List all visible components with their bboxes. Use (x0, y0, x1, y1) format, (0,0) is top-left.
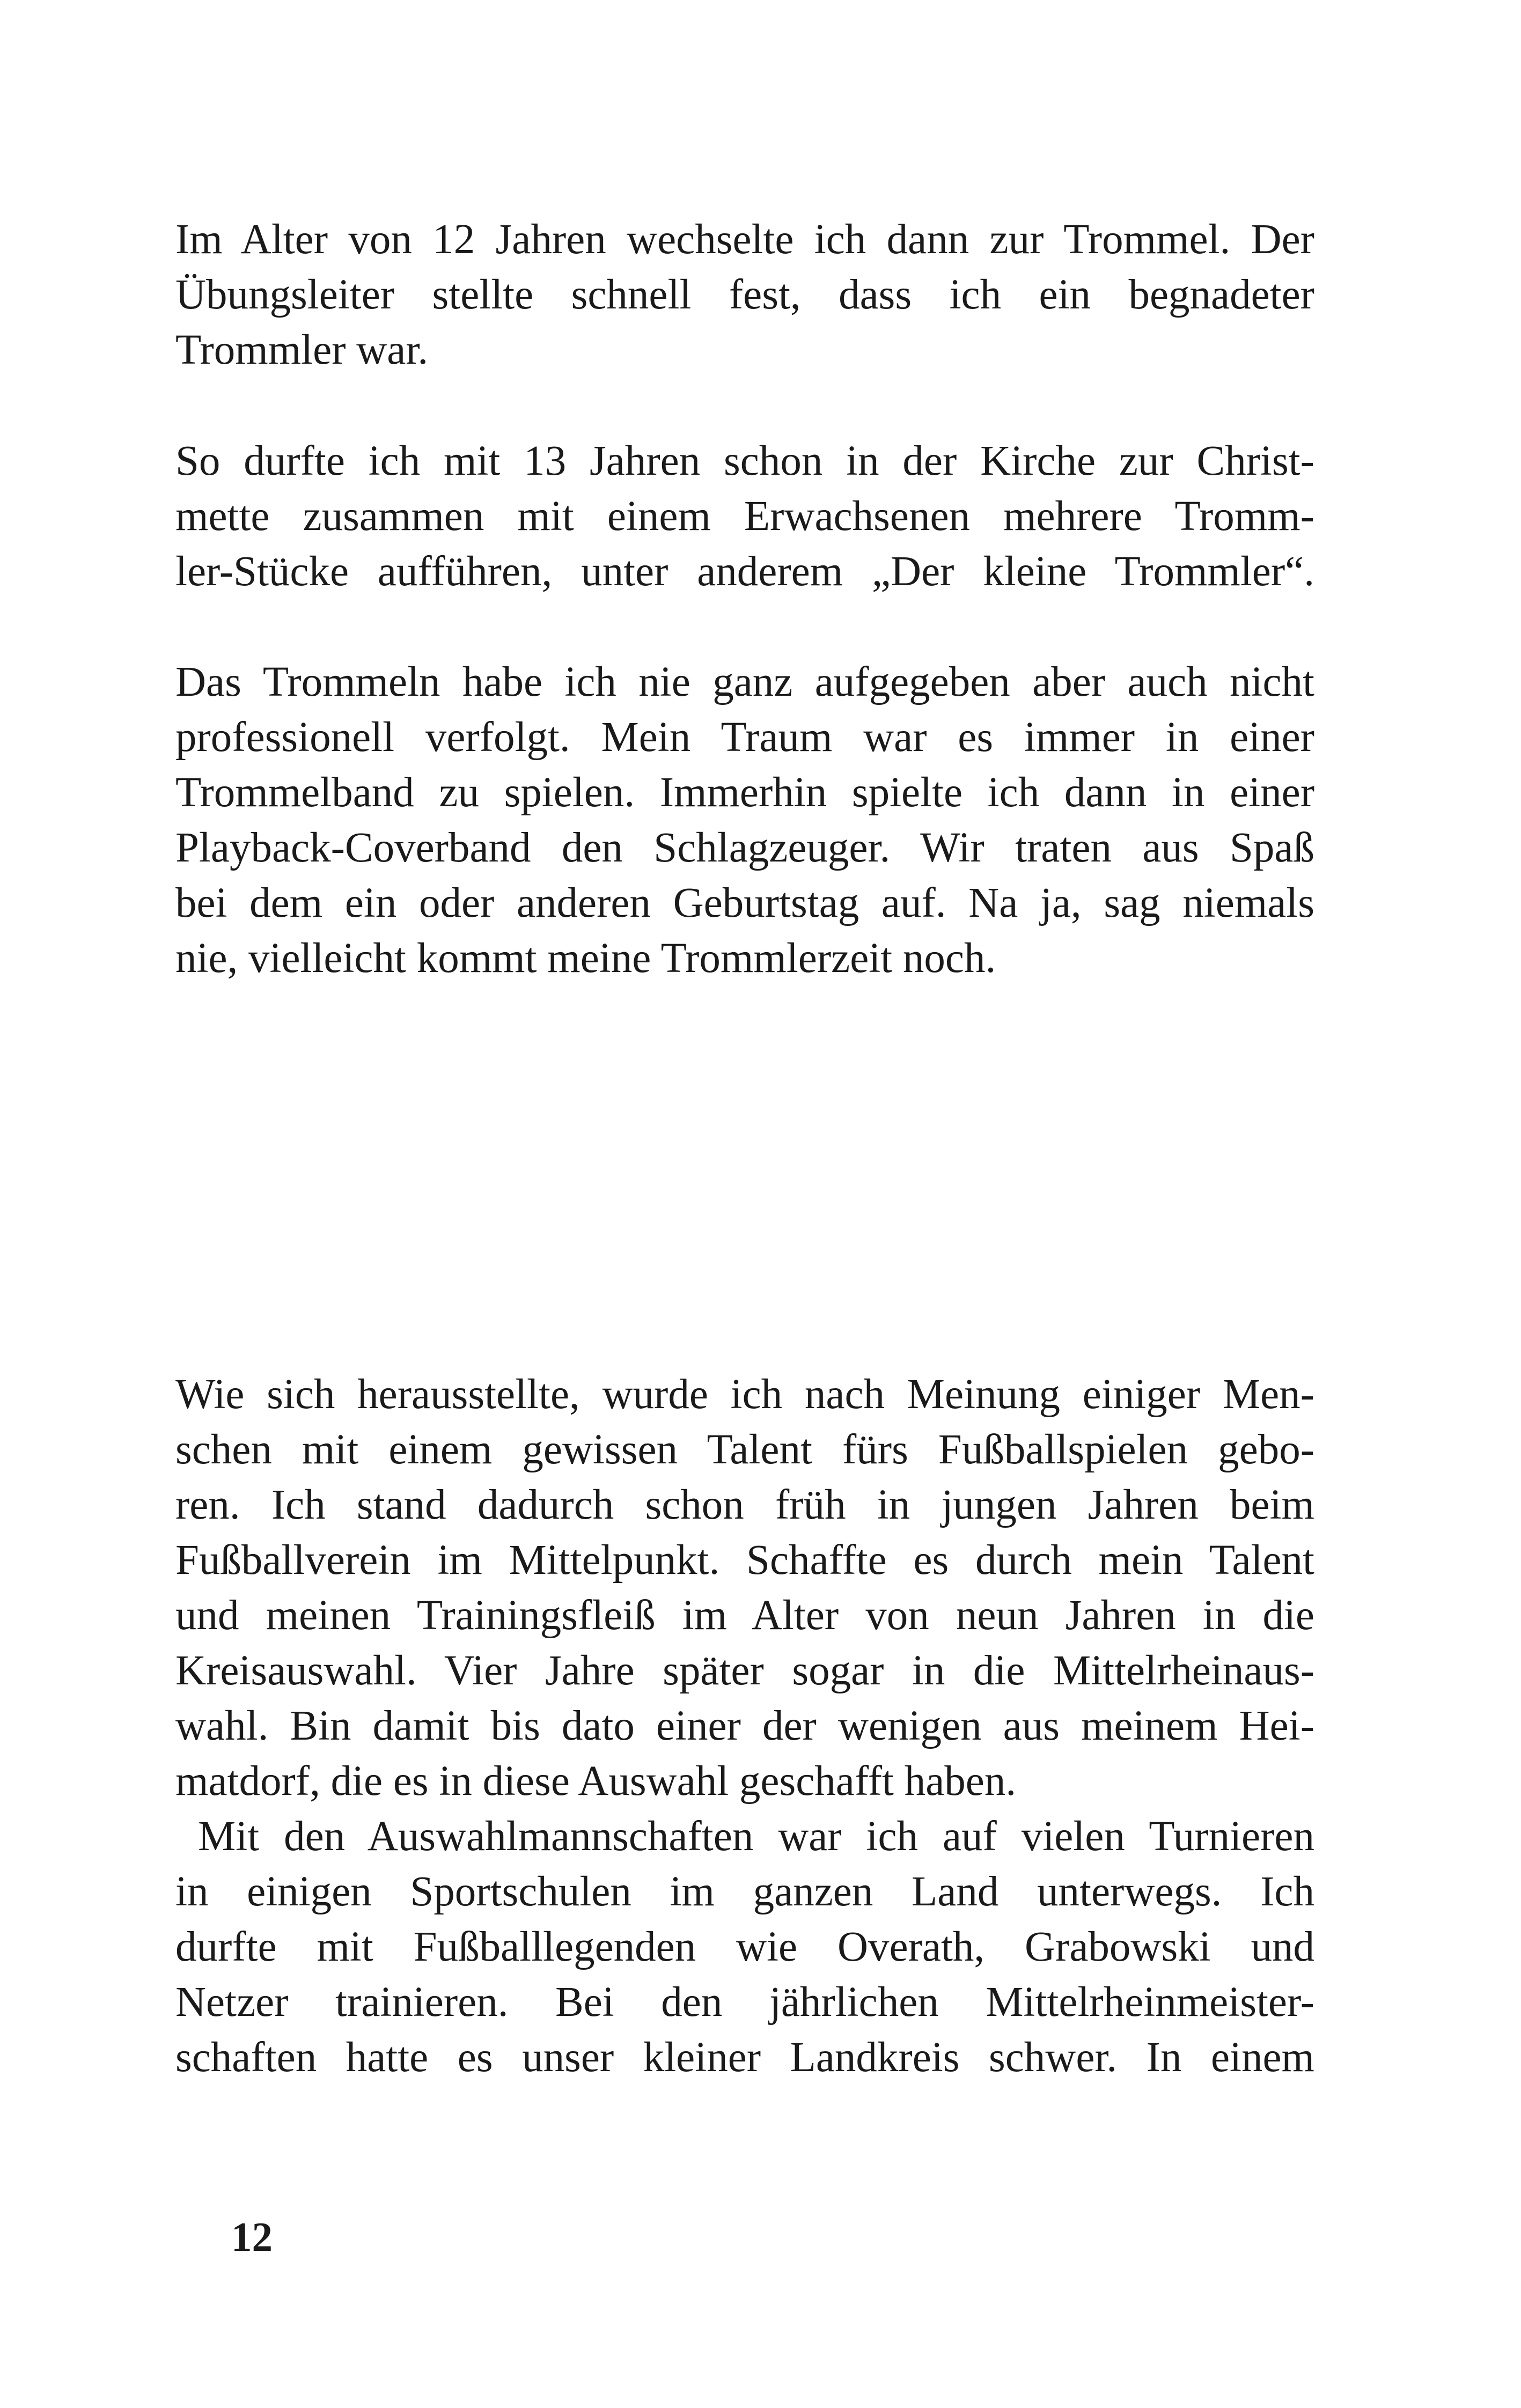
text-line: und meinen Trainingsfleiß im Alter von neun Jahren in die (175, 1592, 1314, 1639)
text-line: Playback-Coverband den Schlagzeuger. Wir traten aus Spaß (175, 824, 1314, 871)
text-line: mette zusammen mit einem Erwachsenen mehrere Tromm- (175, 493, 1314, 540)
text-line: Wie sich herausstellte, wurde ich nach Meinung einiger Men- (175, 1371, 1314, 1418)
paragraph-fussball (175, 1367, 1314, 2085)
text-line: Kreisauswahl. Vier Jahre später sogar in die Mittelrheinaus- (175, 1647, 1314, 1694)
text-line: Netzer trainieren. Bei den jährlichen Mittelrheinmeister- (175, 1979, 1314, 2026)
text-line: Übungsleiter stellte schnell fest, dass ich ein begnadeter (175, 271, 1314, 318)
paragraph-trommelband (175, 654, 1314, 986)
text-line: matdorf, die es in diese Auswahl geschafft haben. (175, 1758, 1017, 1805)
text-line: Fußballverein im Mittelpunkt. Schaffte es durch mein Talent (175, 1537, 1314, 1584)
text-line: durfte mit Fußballlegenden wie Overath, Grabowski und (175, 1924, 1314, 1970)
page-number: 12 (231, 2214, 273, 2260)
text-line: Trommler war. (175, 327, 429, 373)
text-line: ren. Ich stand dadurch schon früh in jungen Jahren beim (175, 1482, 1314, 1528)
text-line: professionell verfolgt. Mein Traum war es immer in einer (175, 714, 1314, 761)
text-line: Trommelband zu spielen. Immerhin spielte ich dann in einer (175, 769, 1314, 816)
text-line: in einigen Sportschulen im ganzen Land unterwegs. Ich (175, 1868, 1314, 1915)
text-line: Im Alter von 12 Jahren wechselte ich dann zur Trommel. Der (175, 216, 1314, 263)
text-line: nie, vielleicht kommt meine Trommlerzeit noch. (175, 935, 996, 982)
text-line: schen mit einem gewissen Talent fürs Fußballspielen gebo- (175, 1426, 1314, 1473)
text-line: ler-Stücke aufführen, unter anderem „Der kleine Trommler“. (175, 548, 1314, 595)
text-line: Das Trommeln habe ich nie ganz aufgegeben aber auch nicht (175, 659, 1314, 705)
text-line: So durfte ich mit 13 Jahren schon in der Kirche zur Christ- (175, 438, 1314, 484)
text-line: schaften hatte es unser kleiner Landkreis schwer. In einem (175, 2034, 1314, 2081)
text-line: wahl. Bin damit bis dato einer der wenigen aus meinem Hei- (175, 1703, 1314, 1749)
paragraph-trommel-start (175, 212, 1314, 378)
paragraph-christmette (175, 433, 1314, 599)
text-line: Mit den Auswahlmannschaften war ich auf vielen Turnieren (198, 1813, 1314, 1860)
text-line: bei dem ein oder anderen Geburtstag auf. Na ja, sag niemals (175, 880, 1314, 926)
